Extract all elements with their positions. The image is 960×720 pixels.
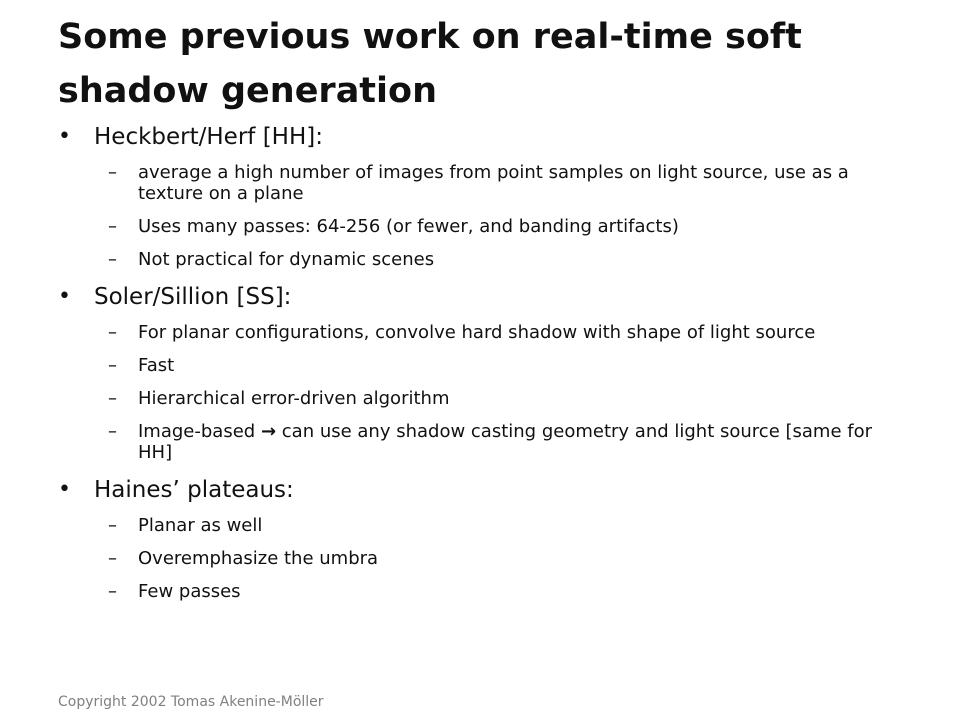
sub-item <box>108 421 898 463</box>
bullet-heading: Heckbert/Herf [HH]: <box>94 124 323 150</box>
sub-item <box>108 388 898 409</box>
sub-list <box>58 322 898 463</box>
dash-marker: – <box>108 388 117 409</box>
sub-item-text-after: can use any shadow casting geometry and light source [same for HH] <box>138 421 872 463</box>
dash-marker: – <box>108 355 117 376</box>
sub-item <box>108 322 898 343</box>
bullet-soler-sillion <box>58 282 898 312</box>
right-arrow-icon: → <box>260 421 277 442</box>
dash-marker: – <box>108 216 117 237</box>
copyright-footer: Copyright 2002 Tomas Akenine-Möller <box>58 694 324 710</box>
sub-item-text: Overemphasize the umbra <box>138 548 379 569</box>
sub-item-text-before: Image-based <box>138 421 256 442</box>
sub-item-text <box>138 421 878 463</box>
dash-marker: – <box>108 249 117 270</box>
sub-item <box>108 216 898 237</box>
bullet-marker: • <box>58 284 71 309</box>
dash-marker: – <box>108 548 117 569</box>
sub-item <box>108 355 898 376</box>
bullet-marker: • <box>58 124 71 149</box>
slide-title: Some previous work on real-time soft shadow generation <box>58 17 802 111</box>
bullet-haines-plateaus <box>58 475 898 505</box>
sub-item-text: Few passes <box>138 581 241 602</box>
sub-item-text: Hierarchical error-driven algorithm <box>138 388 450 409</box>
sub-item-text: For planar configurations, convolve hard shadow with shape of light source <box>138 322 816 343</box>
sub-item-text: Uses many passes: 64-256 (or fewer, and banding artifacts) <box>138 216 679 237</box>
sub-list <box>58 162 898 270</box>
sub-item <box>108 249 898 270</box>
bullet-heading: Soler/Sillion [SS]: <box>94 284 292 310</box>
dash-marker: – <box>108 581 117 602</box>
sub-item-text: Fast <box>138 355 175 376</box>
sub-list <box>58 515 898 602</box>
sub-item <box>108 581 898 602</box>
sub-item-text: Not practical for dynamic scenes <box>138 249 435 270</box>
sub-item <box>108 162 898 204</box>
sub-item-text: average a high number of images from point samples on light source, use as a texture on a plane <box>138 162 849 204</box>
bullet-heckbert-herf <box>58 122 898 152</box>
dash-marker: – <box>108 421 117 442</box>
dash-marker: – <box>108 515 117 536</box>
slide-content <box>58 122 898 614</box>
dash-marker: – <box>108 322 117 343</box>
dash-marker: – <box>108 162 117 183</box>
sub-item-text: Planar as well <box>138 515 263 536</box>
sub-item <box>108 515 898 536</box>
bullet-heading: Haines’ plateaus: <box>94 477 294 503</box>
bullet-marker: • <box>58 477 71 502</box>
sub-item <box>108 548 898 569</box>
